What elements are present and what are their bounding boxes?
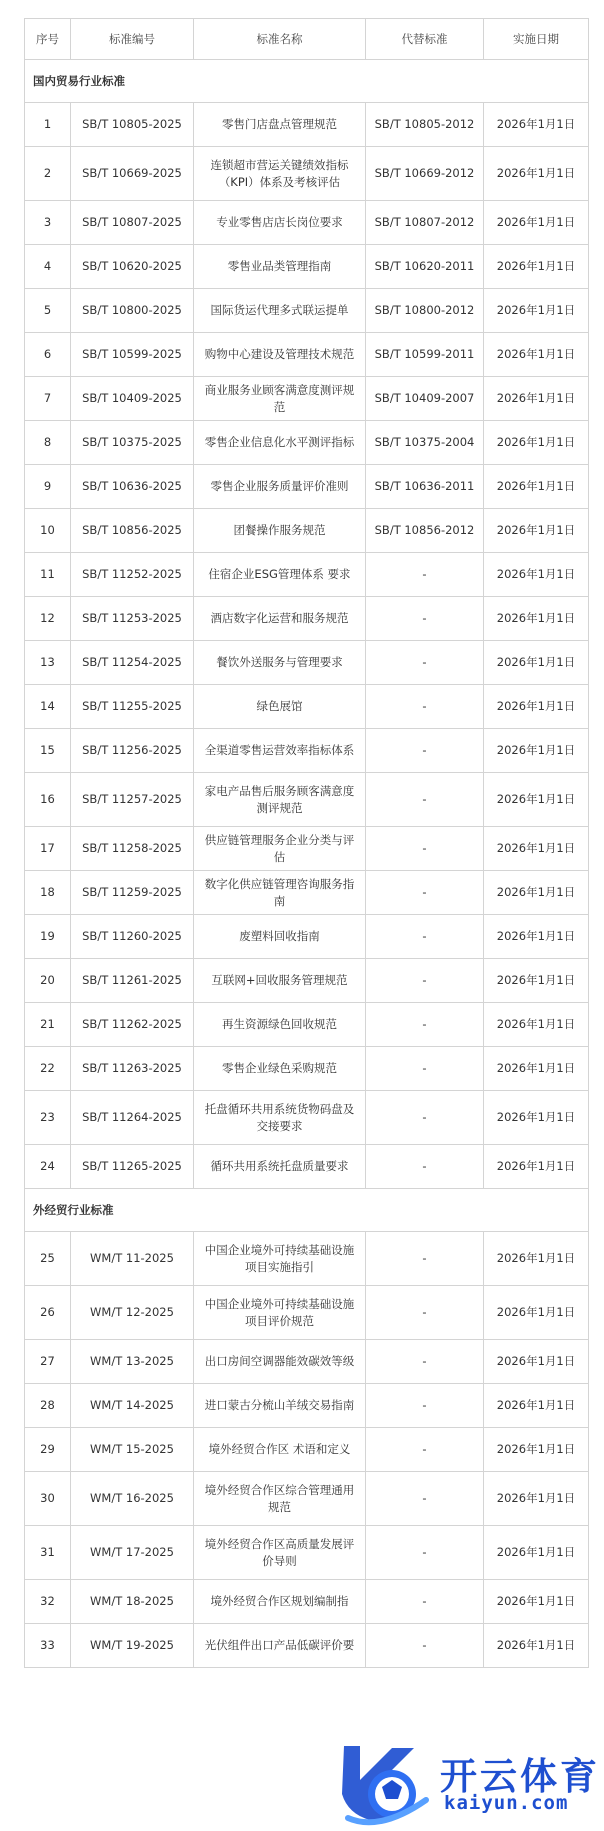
row-date: 2026年1月1日 xyxy=(484,333,589,377)
row-code: WM/T 19-2025 xyxy=(71,1624,194,1668)
row-name: 餐饮外送服务与管理要求 xyxy=(194,641,366,685)
row-code: SB/T 11256-2025 xyxy=(71,729,194,773)
row-replaces: - xyxy=(366,1145,484,1189)
row-no: 17 xyxy=(25,827,71,871)
row-code: SB/T 11262-2025 xyxy=(71,1003,194,1047)
table-header-row xyxy=(25,19,589,60)
table-row xyxy=(25,1047,589,1091)
row-date: 2026年1月1日 xyxy=(484,1526,589,1580)
row-code: SB/T 11253-2025 xyxy=(71,597,194,641)
row-date: 2026年1月1日 xyxy=(484,871,589,915)
row-date: 2026年1月1日 xyxy=(484,1624,589,1668)
row-no: 28 xyxy=(25,1384,71,1428)
row-replaces: - xyxy=(366,1624,484,1668)
row-name: 供应链管理服务企业分类与评估 xyxy=(194,827,366,871)
row-name: 中国企业境外可持续基础设施项目实施指引 xyxy=(194,1232,366,1286)
row-no: 33 xyxy=(25,1624,71,1668)
header-replaces: 代替标准 xyxy=(366,19,484,60)
row-date: 2026年1月1日 xyxy=(484,1003,589,1047)
row-date: 2026年1月1日 xyxy=(484,289,589,333)
row-name: 循环共用系统托盘质量要求 xyxy=(194,1145,366,1189)
row-name: 购物中心建设及管理技术规范 xyxy=(194,333,366,377)
row-name: 废塑料回收指南 xyxy=(194,915,366,959)
header-name: 标准名称 xyxy=(194,19,366,60)
row-replaces: - xyxy=(366,553,484,597)
row-code: SB/T 10599-2025 xyxy=(71,333,194,377)
row-replaces: - xyxy=(366,1472,484,1526)
table-row xyxy=(25,1145,589,1189)
row-no: 14 xyxy=(25,685,71,729)
row-no: 16 xyxy=(25,773,71,827)
row-replaces: - xyxy=(366,1428,484,1472)
table-row xyxy=(25,333,589,377)
row-name: 商业服务业顾客满意度测评规范 xyxy=(194,377,366,421)
row-replaces: - xyxy=(366,1526,484,1580)
row-date: 2026年1月1日 xyxy=(484,201,589,245)
row-name: 中国企业境外可持续基础设施项目评价规范 xyxy=(194,1286,366,1340)
standards-table xyxy=(24,18,589,1668)
row-replaces: - xyxy=(366,641,484,685)
row-name: 境外经贸合作区综合管理通用规范 xyxy=(194,1472,366,1526)
table-row xyxy=(25,1091,589,1145)
row-no: 15 xyxy=(25,729,71,773)
row-no: 23 xyxy=(25,1091,71,1145)
row-replaces: - xyxy=(366,827,484,871)
row-no: 26 xyxy=(25,1286,71,1340)
row-no: 1 xyxy=(25,103,71,147)
row-date: 2026年1月1日 xyxy=(484,1428,589,1472)
row-name: 境外经贸合作区高质量发展评价导则 xyxy=(194,1526,366,1580)
watermark-title: 开云体育 xyxy=(440,1755,600,1798)
table-row xyxy=(25,1472,589,1526)
row-code: WM/T 13-2025 xyxy=(71,1340,194,1384)
row-date: 2026年1月1日 xyxy=(484,1472,589,1526)
table-row xyxy=(25,1624,589,1668)
row-date: 2026年1月1日 xyxy=(484,915,589,959)
row-no: 25 xyxy=(25,1232,71,1286)
row-code: WM/T 16-2025 xyxy=(71,1472,194,1526)
row-code: SB/T 11260-2025 xyxy=(71,915,194,959)
row-name: 再生资源绿色回收规范 xyxy=(194,1003,366,1047)
row-no: 12 xyxy=(25,597,71,641)
row-code: SB/T 10807-2025 xyxy=(71,201,194,245)
table-row xyxy=(25,959,589,1003)
row-no: 3 xyxy=(25,201,71,245)
row-date: 2026年1月1日 xyxy=(484,729,589,773)
row-replaces: SB/T 10636-2011 xyxy=(366,465,484,509)
table-row xyxy=(25,377,589,421)
row-replaces: SB/T 10599-2011 xyxy=(366,333,484,377)
row-code: WM/T 14-2025 xyxy=(71,1384,194,1428)
row-code: SB/T 10805-2025 xyxy=(71,103,194,147)
row-replaces: - xyxy=(366,1580,484,1624)
row-code: SB/T 11264-2025 xyxy=(71,1091,194,1145)
row-code: SB/T 11265-2025 xyxy=(71,1145,194,1189)
row-date: 2026年1月1日 xyxy=(484,103,589,147)
table-row xyxy=(25,245,589,289)
row-no: 4 xyxy=(25,245,71,289)
row-date: 2026年1月1日 xyxy=(484,959,589,1003)
table-row xyxy=(25,773,589,827)
row-date: 2026年1月1日 xyxy=(484,245,589,289)
table-row xyxy=(25,729,589,773)
row-replaces: - xyxy=(366,1384,484,1428)
table-row xyxy=(25,509,589,553)
row-date: 2026年1月1日 xyxy=(484,685,589,729)
row-no: 24 xyxy=(25,1145,71,1189)
row-replaces: SB/T 10409-2007 xyxy=(366,377,484,421)
row-no: 9 xyxy=(25,465,71,509)
row-no: 19 xyxy=(25,915,71,959)
row-name: 连锁超市营运关键绩效指标（KPI）体系及考核评估 xyxy=(194,147,366,201)
row-date: 2026年1月1日 xyxy=(484,421,589,465)
row-replaces: - xyxy=(366,959,484,1003)
row-date: 2026年1月1日 xyxy=(484,773,589,827)
row-code: SB/T 10800-2025 xyxy=(71,289,194,333)
row-name: 团餐操作服务规范 xyxy=(194,509,366,553)
row-date: 2026年1月1日 xyxy=(484,827,589,871)
table-row xyxy=(25,201,589,245)
table-row xyxy=(25,641,589,685)
table-row xyxy=(25,103,589,147)
row-replaces: - xyxy=(366,685,484,729)
table-row xyxy=(25,1526,589,1580)
row-name: 绿色展馆 xyxy=(194,685,366,729)
row-code: SB/T 11259-2025 xyxy=(71,871,194,915)
table-row xyxy=(25,465,589,509)
watermark-subtitle: kaiyun.com xyxy=(444,1792,569,1814)
table-row xyxy=(25,1428,589,1472)
row-date: 2026年1月1日 xyxy=(484,553,589,597)
row-no: 31 xyxy=(25,1526,71,1580)
row-name: 全渠道零售运营效率指标体系 xyxy=(194,729,366,773)
row-code: SB/T 11258-2025 xyxy=(71,827,194,871)
table-row xyxy=(25,685,589,729)
row-no: 7 xyxy=(25,377,71,421)
row-code: WM/T 11-2025 xyxy=(71,1232,194,1286)
row-code: WM/T 18-2025 xyxy=(71,1580,194,1624)
row-no: 6 xyxy=(25,333,71,377)
row-date: 2026年1月1日 xyxy=(484,509,589,553)
row-code: SB/T 11254-2025 xyxy=(71,641,194,685)
row-date: 2026年1月1日 xyxy=(484,377,589,421)
row-no: 18 xyxy=(25,871,71,915)
table-row xyxy=(25,597,589,641)
row-replaces: - xyxy=(366,1340,484,1384)
row-name: 住宿企业ESG管理体系 要求 xyxy=(194,553,366,597)
table-row xyxy=(25,1340,589,1384)
row-no: 8 xyxy=(25,421,71,465)
row-replaces: SB/T 10800-2012 xyxy=(366,289,484,333)
row-replaces: - xyxy=(366,1091,484,1145)
table-row xyxy=(25,871,589,915)
row-name: 进口蒙古分梳山羊绒交易指南 xyxy=(194,1384,366,1428)
row-no: 22 xyxy=(25,1047,71,1091)
table-row xyxy=(25,553,589,597)
row-replaces: SB/T 10807-2012 xyxy=(366,201,484,245)
row-name: 国际货运代理多式联运提单 xyxy=(194,289,366,333)
row-no: 29 xyxy=(25,1428,71,1472)
row-date: 2026年1月1日 xyxy=(484,147,589,201)
row-replaces: - xyxy=(366,915,484,959)
header-date: 实施日期 xyxy=(484,19,589,60)
row-replaces: - xyxy=(366,1286,484,1340)
row-replaces: - xyxy=(366,729,484,773)
row-name: 家电产品售后服务顾客满意度测评规范 xyxy=(194,773,366,827)
row-name: 零售企业信息化水平测评指标 xyxy=(194,421,366,465)
section-row xyxy=(25,1189,589,1232)
row-replaces: SB/T 10375-2004 xyxy=(366,421,484,465)
row-date: 2026年1月1日 xyxy=(484,1047,589,1091)
row-replaces: - xyxy=(366,773,484,827)
row-date: 2026年1月1日 xyxy=(484,1232,589,1286)
table-row xyxy=(25,147,589,201)
section-title: 外经贸行业标准 xyxy=(25,1189,589,1232)
row-code: SB/T 10409-2025 xyxy=(71,377,194,421)
row-code: SB/T 10856-2025 xyxy=(71,509,194,553)
row-date: 2026年1月1日 xyxy=(484,1384,589,1428)
row-name: 零售企业服务质量评价准则 xyxy=(194,465,366,509)
table-row xyxy=(25,421,589,465)
row-code: SB/T 11261-2025 xyxy=(71,959,194,1003)
table-row xyxy=(25,289,589,333)
table-row xyxy=(25,1384,589,1428)
header-no: 序号 xyxy=(25,19,71,60)
kaiyun-logo-icon xyxy=(330,1740,440,1828)
row-code: SB/T 11257-2025 xyxy=(71,773,194,827)
row-no: 27 xyxy=(25,1340,71,1384)
row-replaces: - xyxy=(366,1003,484,1047)
table-body xyxy=(25,60,589,1668)
row-name: 零售企业绿色采购规范 xyxy=(194,1047,366,1091)
section-row xyxy=(25,60,589,103)
row-code: SB/T 10636-2025 xyxy=(71,465,194,509)
row-replaces: SB/T 10669-2012 xyxy=(366,147,484,201)
row-name: 境外经贸合作区 术语和定义 xyxy=(194,1428,366,1472)
table-row xyxy=(25,1003,589,1047)
table-row xyxy=(25,1232,589,1286)
kaiyun-watermark xyxy=(330,1740,600,1828)
row-replaces: SB/T 10805-2012 xyxy=(366,103,484,147)
row-date: 2026年1月1日 xyxy=(484,465,589,509)
row-date: 2026年1月1日 xyxy=(484,1580,589,1624)
row-name: 光伏组件出口产品低碳评价要 xyxy=(194,1624,366,1668)
header-code: 标准编号 xyxy=(71,19,194,60)
section-title: 国内贸易行业标准 xyxy=(25,60,589,103)
row-name: 出口房间空调器能效碳效等级 xyxy=(194,1340,366,1384)
row-replaces: SB/T 10620-2011 xyxy=(366,245,484,289)
row-date: 2026年1月1日 xyxy=(484,641,589,685)
row-no: 30 xyxy=(25,1472,71,1526)
row-code: WM/T 17-2025 xyxy=(71,1526,194,1580)
row-replaces: - xyxy=(366,871,484,915)
row-name: 境外经贸合作区规划编制指 xyxy=(194,1580,366,1624)
row-name: 托盘循环共用系统货物码盘及交接要求 xyxy=(194,1091,366,1145)
row-no: 11 xyxy=(25,553,71,597)
row-date: 2026年1月1日 xyxy=(484,597,589,641)
row-no: 5 xyxy=(25,289,71,333)
row-code: SB/T 10669-2025 xyxy=(71,147,194,201)
row-no: 2 xyxy=(25,147,71,201)
row-replaces: - xyxy=(366,1047,484,1091)
row-name: 酒店数字化运营和服务规范 xyxy=(194,597,366,641)
row-code: SB/T 11263-2025 xyxy=(71,1047,194,1091)
row-no: 20 xyxy=(25,959,71,1003)
table-row xyxy=(25,827,589,871)
row-code: SB/T 11255-2025 xyxy=(71,685,194,729)
row-code: WM/T 15-2025 xyxy=(71,1428,194,1472)
row-date: 2026年1月1日 xyxy=(484,1091,589,1145)
row-name: 零售门店盘点管理规范 xyxy=(194,103,366,147)
row-code: SB/T 10375-2025 xyxy=(71,421,194,465)
row-code: SB/T 10620-2025 xyxy=(71,245,194,289)
row-code: SB/T 11252-2025 xyxy=(71,553,194,597)
row-replaces: SB/T 10856-2012 xyxy=(366,509,484,553)
row-replaces: - xyxy=(366,597,484,641)
table-row xyxy=(25,915,589,959)
row-no: 13 xyxy=(25,641,71,685)
row-date: 2026年1月1日 xyxy=(484,1145,589,1189)
row-no: 10 xyxy=(25,509,71,553)
row-name: 数字化供应链管理咨询服务指南 xyxy=(194,871,366,915)
table-row xyxy=(25,1286,589,1340)
row-name: 零售业品类管理指南 xyxy=(194,245,366,289)
table-row xyxy=(25,1580,589,1624)
row-code: WM/T 12-2025 xyxy=(71,1286,194,1340)
row-no: 32 xyxy=(25,1580,71,1624)
row-date: 2026年1月1日 xyxy=(484,1340,589,1384)
row-date: 2026年1月1日 xyxy=(484,1286,589,1340)
row-replaces: - xyxy=(366,1232,484,1286)
row-name: 互联网+回收服务管理规范 xyxy=(194,959,366,1003)
row-no: 21 xyxy=(25,1003,71,1047)
row-name: 专业零售店店长岗位要求 xyxy=(194,201,366,245)
